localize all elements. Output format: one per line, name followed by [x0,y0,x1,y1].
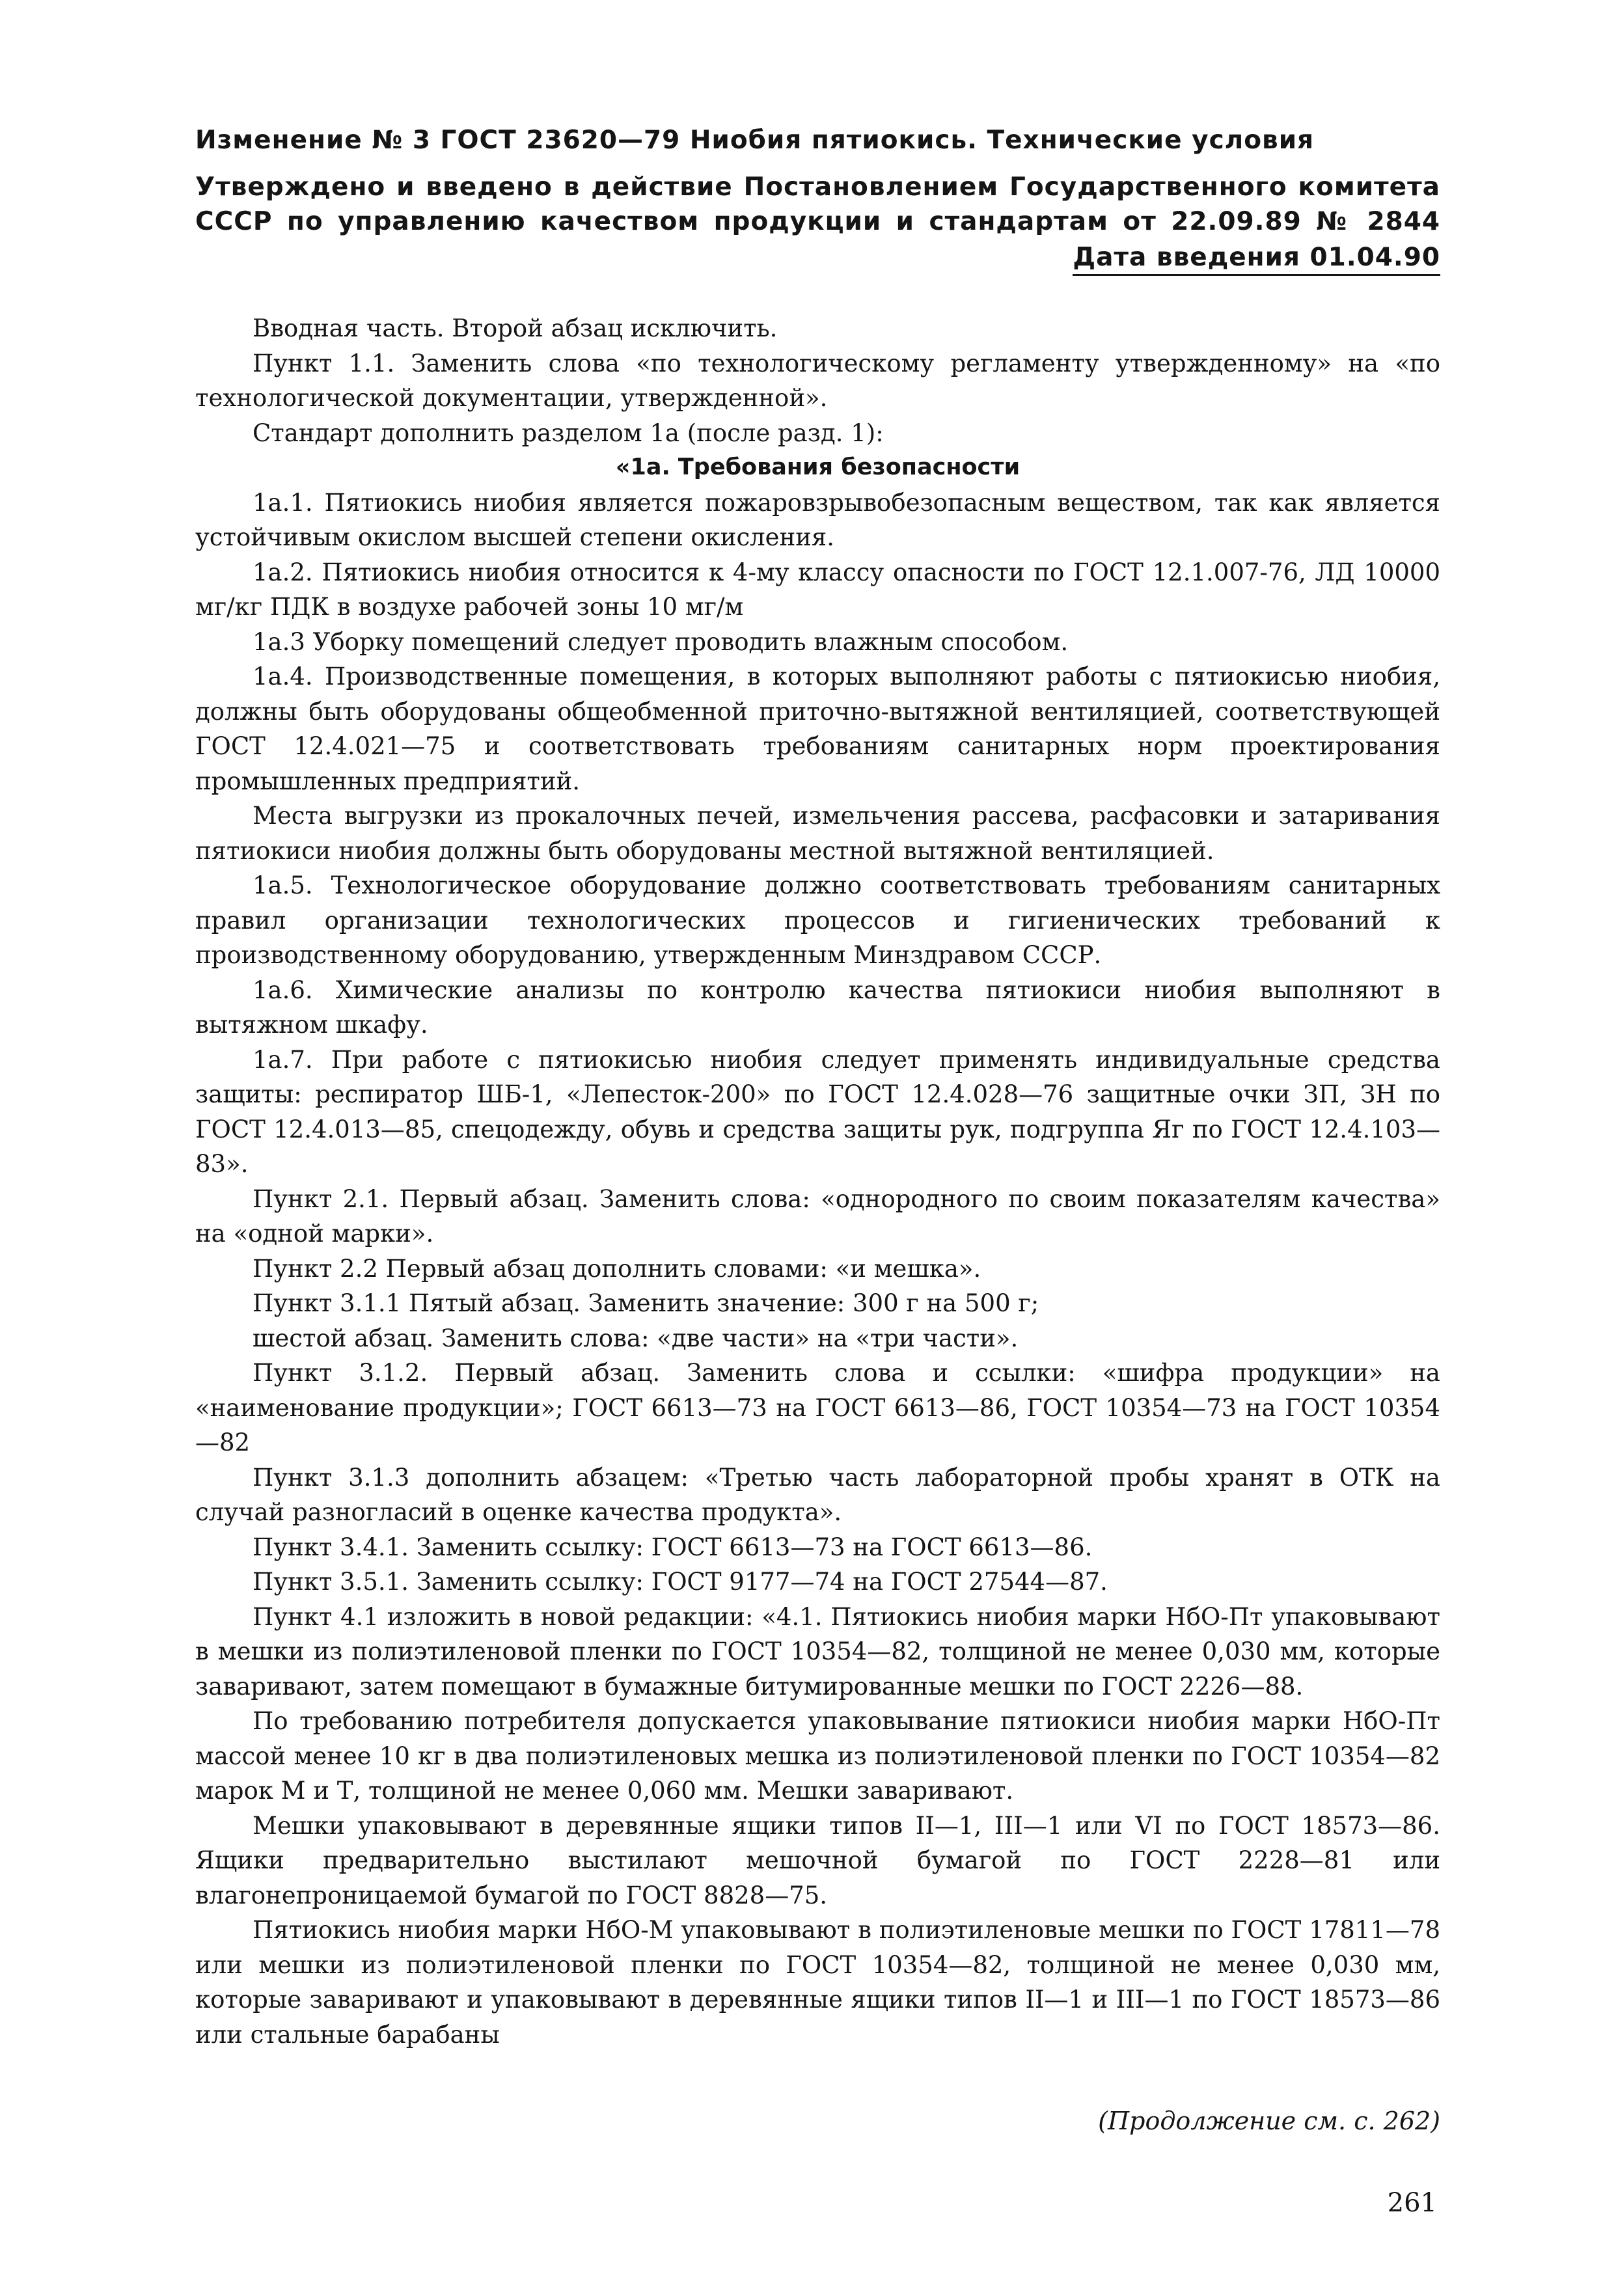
paragraph: 1а.5. Технологическое оборудование должно соответствовать требованиям санитарных правил организации технологических процессов и гигиенических требований к производственному оборудованию, утвержденным Минздравом СССР. [195,871,1440,969]
paragraph: Пункт 3.1.3 дополнить абзацем: «Третью часть лабораторной пробы хранят в ОТК на случай разногласий в оценке качества продукта». [195,1463,1440,1526]
paragraph: По требованию потребителя допускается упаковывание пятиокиси ниобия марки НбО-Пт массой менее 10 кг в два полиэтиленовых мешка из полиэтиленовой пленки по ГОСТ 10354—82 марок М и Т, толщиной не менее 0,060 мм. Мешки заваривают. [195,1707,1440,1805]
paragraph: Пункт 4.1 изложить в новой редакции: «4.1. Пятиокись ниобия марки НбО-Пт упаковывают в мешки из полиэтиленовой пленки по ГОСТ 10354—82, толщиной не менее 0,030 мм, которые заваривают, затем помещают в бумажные битумированные мешки по ГОСТ 2226—88. [195,1602,1440,1701]
paragraph: Мешки упаковывают в деревянные ящики типов II—1, III—1 или VI по ГОСТ 18573—86. Ящики предварительно выстилают мешочной бумагой по ГОСТ 2228—81 или влагонепроницаемой бумагой по ГОСТ 8828—75. [195,1811,1440,1909]
effective-date-text: Дата введения 01.04.90 [1073,245,1440,276]
paragraph: Пункт 3.4.1. Заменить ссылку: ГОСТ 6613—73 на ГОСТ 6613—86. [253,1533,1093,1561]
amendment-title: Изменение № 3 ГОСТ 23620—79 Ниобия пятиокись. Технические условия [195,126,1315,155]
document-body [195,311,1440,2052]
paragraph: Пункт 2.1. Первый абзац. Заменить слова: «однородного по своим показателям качества» на «одной марки». [195,1184,1440,1248]
paragraph: Пятиокись ниобия марки НбО-М упаковывают в полиэтиленовые мешки по ГОСТ 17811—78 или мешки из полиэтиленовой пленки по ГОСТ 10354—82, толщиной не менее 0,030 мм, которые заваривают и упаковывают в деревянные ящики типов II—1 и III—1 по ГОСТ 18573—86 или стальные барабаны [195,1916,1440,2049]
paragraph: Места выгрузки из прокалочных печей, измельчения рассева, расфасовки и затаривания пятиокиси ниобия должны быть оборудованы местной вытяжной вентиляцией. [195,802,1440,865]
paragraph: Стандарт дополнить разделом 1а (после разд. 1): [253,418,884,447]
paragraph: 1а.1. Пятиокись ниобия является пожаровзрывобезопасным веществом, так как является устойчивым окислом высшей степени окисления. [195,488,1440,551]
paragraph: 1а.3 Уборку помещений следует проводить влажным способом. [253,627,1069,656]
paragraph: Вводная часть. Второй абзац исключить. [253,314,778,342]
paragraph: Пункт 1.1. Заменить слова «по технологическому регламенту утвержденному» на «по технологической документации, утвержденной». [195,349,1440,412]
page-number: 261 [1387,2188,1437,2218]
paragraph: Пункт 2.2 Первый абзац дополнить словами: «и мешка». [253,1254,981,1283]
paragraph: Пункт 3.5.1. Заменить ссылку: ГОСТ 9177—74 на ГОСТ 27544—87. [253,1568,1108,1596]
paragraph: 1а.7. При работе с пятиокисью ниобия следует применять индивидуальные средства защиты: респиратор ШБ-1, «Лепесток-200» по ГОСТ 12.4.028—76 защитные очки ЗП, ЗН по ГОСТ 12.4.013—85, спецодежду, обувь и средства защиты рук, подгруппа Яг по ГОСТ 12.4.103—83». [195,1045,1440,1178]
effective-date [195,245,1440,276]
approval-line-1: Утверждено и введено в действие Постановлением Государственного комитета [195,172,1440,202]
paragraph: шестой абзац. Заменить слова: «две части» на «три части». [253,1324,1019,1352]
paragraph: 1а.4. Производственные помещения, в которых выполняют работы с пятиокисью ниобия, должны быть оборудованы общеобменной приточно-вытяжной вентиляцией, соответствующей ГОСТ 12.4.021—75 и соответствовать требованиям санитарных норм проектирования промышленных предприятий. [195,663,1440,795]
section-heading: «1а. Требования безопасности [615,454,1021,480]
paragraph: 1а.2. Пятиокись ниобия относится к 4-му классу опасности по ГОСТ 12.1.007-76, ЛД 10000 мг/кг ПДК в воздухе рабочей зоны 10 мг/м [195,558,1440,621]
approval-line-2: СССР по управлению качеством продукции и стандартам от 22.09.89 № 2844 [195,207,1440,236]
continuation-note: (Продолжение см. с. 262) [1098,2107,1440,2135]
paragraph: Пункт 3.1.2. Первый абзац. Заменить слова и ссылки: «шифра продукции» на «наименование продукции»; ГОСТ 6613—73 на ГОСТ 6613—86, ГОСТ 10354—73 на ГОСТ 10354—82 [195,1359,1440,1456]
paragraph: 1а.6. Химические анализы по контролю качества пятиокиси ниобия выполняют в вытяжном шкафу. [195,976,1440,1039]
paragraph: Пункт 3.1.1 Пятый абзац. Заменить значение: 300 г на 500 г; [253,1289,1039,1317]
